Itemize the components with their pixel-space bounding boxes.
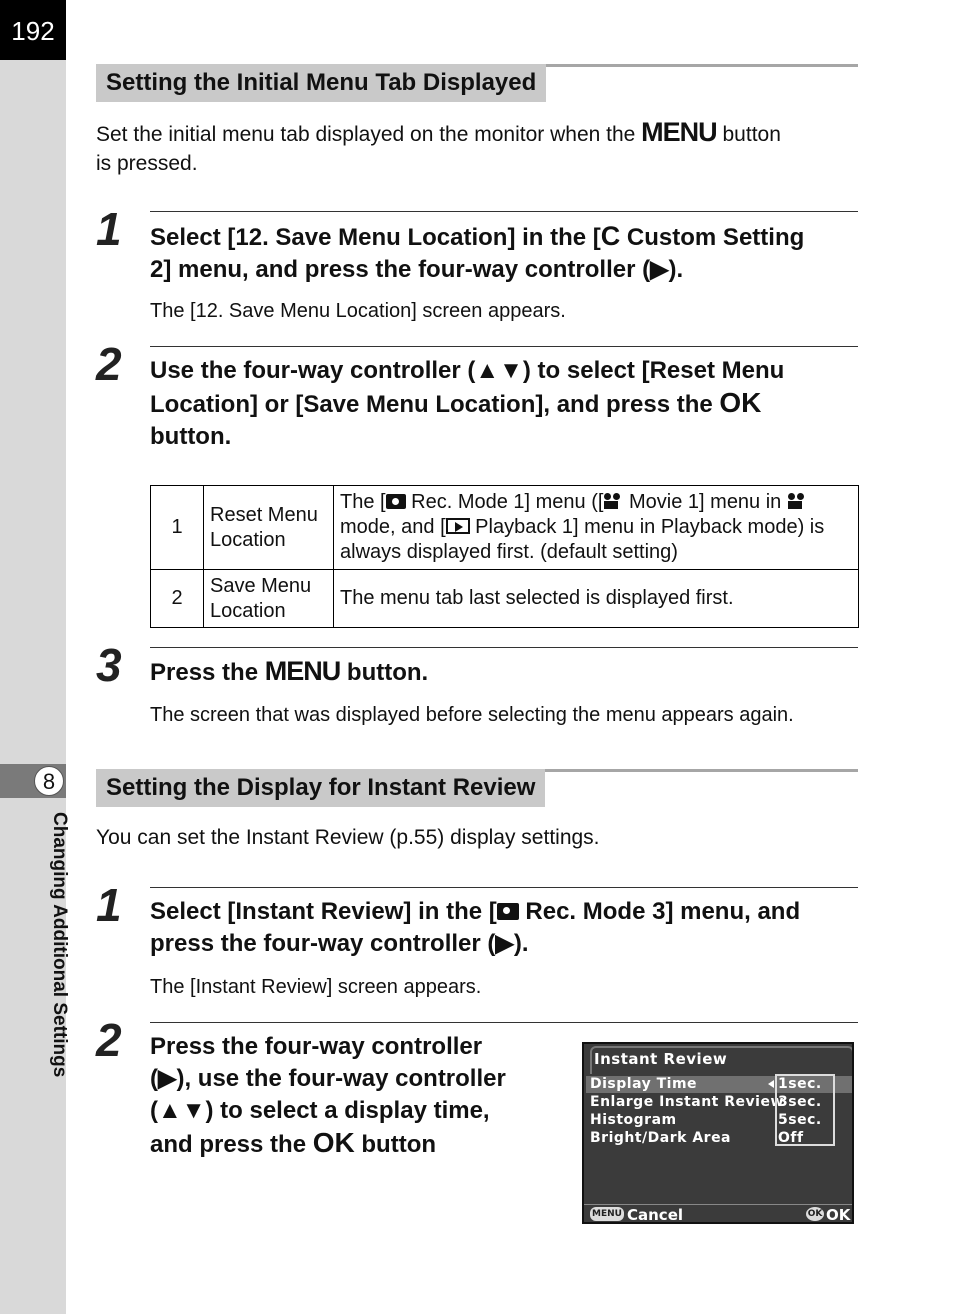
step-number: 2 [96, 1014, 122, 1066]
section-heading: Setting the Display for Instant Review [96, 769, 545, 807]
footer-divider [584, 1204, 852, 1205]
option-name: Reset Menu Location [204, 486, 334, 570]
step-rule [150, 346, 858, 347]
custom-setting-icon: C [600, 221, 621, 251]
chapter-title: Changing Additional Settings [49, 812, 70, 1078]
camera-icon [497, 903, 519, 920]
page-number: 192 [0, 0, 66, 60]
step-rule [150, 1022, 858, 1023]
camera-menu-screen [582, 1042, 854, 1224]
side-strip [0, 0, 66, 1314]
ok-button-glyph: OK [312, 1127, 355, 1158]
menu-item[interactable]: Display Time [590, 1076, 698, 1092]
step-title: Press the four-way controller (▶), use the four-way controller (▲▼) to select a display time, and press the OK button [150, 1033, 506, 1158]
table-row [151, 486, 859, 570]
step-description: The screen that was displayed before selecting the menu appears again. [150, 704, 794, 726]
step-description: The [Instant Review] screen appears. [150, 976, 482, 998]
step-rule [150, 887, 858, 888]
left-arrow-icon [768, 1080, 774, 1088]
option-item[interactable]: 1sec. [778, 1076, 822, 1092]
section-intro: You can set the Instant Review (p.55) display settings. [96, 826, 600, 849]
camera-icon [386, 494, 406, 509]
row-number: 2 [151, 570, 204, 628]
step-rule [150, 647, 858, 648]
menu-button-glyph: MENU [641, 117, 717, 147]
intro-text: Set the initial menu tab displayed on the monitor when the [96, 123, 642, 146]
menu-button-glyph: MENU [264, 656, 341, 686]
section-intro [96, 118, 866, 178]
menu-key-icon: MENU [590, 1207, 624, 1221]
option-item[interactable]: 3sec. [778, 1094, 822, 1110]
step-title: Select [12. Save Menu Location] in the [C Custom Setting 2] menu, and press the four-way controller (▶). [150, 221, 805, 283]
playback-icon [446, 518, 470, 534]
movie-icon [787, 493, 807, 510]
intro-text: is pressed. [96, 152, 198, 175]
movie-icon [603, 493, 623, 510]
menu-item[interactable]: Histogram [590, 1112, 677, 1128]
row-number: 1 [151, 486, 204, 570]
ok-label[interactable]: OK [826, 1206, 851, 1224]
step-number: 2 [96, 338, 122, 390]
cancel-label[interactable]: Cancel [627, 1206, 684, 1224]
chapter-number: 8 [34, 766, 64, 796]
option-name: Save Menu Location [204, 570, 334, 628]
step-title: Use the four-way controller (▲▼) to select [Reset Menu Location] or [Save Menu Location], and press the OK button. [150, 357, 785, 450]
ok-button-glyph: OK [719, 387, 762, 418]
intro-text: button [716, 123, 781, 146]
step-title: Select [Instant Review] in the [ Rec. Mode 3] menu, and press the four-way controller (▶). [150, 898, 801, 957]
option-description: The menu tab last selected is displayed first. [334, 570, 859, 628]
table-row [151, 570, 859, 628]
step-number: 1 [96, 203, 122, 255]
ok-key-icon: OK [807, 1209, 823, 1219]
option-item[interactable]: 5sec. [778, 1112, 822, 1128]
option-description: The [ Rec. Mode 1] menu ([ Movie 1] menu in mode, and [ Playback 1] menu in Playback mode) is always displayed first. (default setting) [334, 486, 859, 570]
step-rule [150, 211, 858, 212]
section-heading: Setting the Initial Menu Tab Displayed [96, 64, 546, 102]
step-number: 1 [96, 879, 122, 931]
step-description: The [12. Save Menu Location] screen appears. [150, 300, 566, 322]
option-item[interactable]: Off [778, 1130, 804, 1146]
menu-item[interactable]: Bright/Dark Area [590, 1130, 732, 1146]
screen-title: Instant Review [594, 1050, 728, 1068]
step-number: 3 [96, 639, 122, 691]
options-table [150, 485, 859, 628]
menu-item[interactable]: Enlarge Instant Review [590, 1094, 784, 1110]
step-title: Press the MENU button. [150, 656, 429, 686]
